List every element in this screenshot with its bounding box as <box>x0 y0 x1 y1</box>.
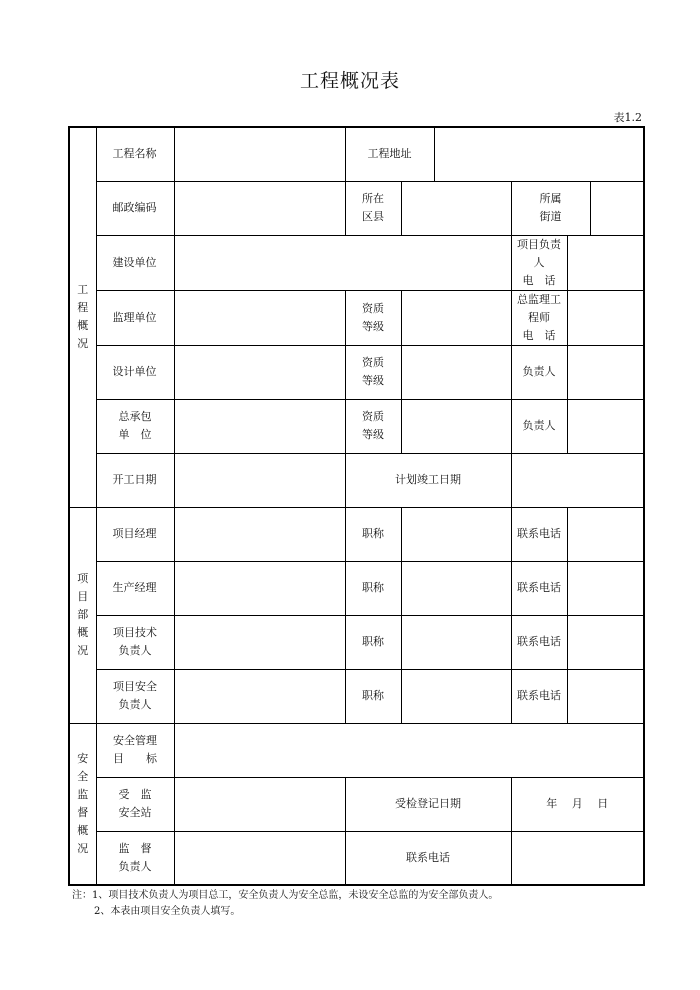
field-district[interactable] <box>401 181 511 235</box>
field-responsible-design[interactable] <box>567 345 644 399</box>
field-phone-tech[interactable] <box>567 615 644 669</box>
label-construction-unit: 建设单位 <box>96 235 174 290</box>
field-phone-pm[interactable] <box>567 507 644 561</box>
row-construction-unit <box>69 235 644 290</box>
label-phone-tech: 联系电话 <box>511 615 567 669</box>
row-postcode <box>69 181 644 235</box>
field-supervision-unit[interactable] <box>174 290 345 345</box>
row-supervision-unit <box>69 290 644 345</box>
label-tech-lead: 项目技术 负责人 <box>96 615 174 669</box>
field-title-safety[interactable] <box>401 669 511 723</box>
page-title: 工程概况表 <box>299 70 400 92</box>
section-project-overview: 工 程 概 况 <box>69 127 96 507</box>
label-project-owner-phone: 项目负责人 电 话 <box>511 235 567 290</box>
label-supervising-station: 受 监 安全站 <box>96 777 174 831</box>
field-inspection-reg-date[interactable]: 年 月 日 <box>511 777 644 831</box>
label-street: 所属 街道 <box>511 181 590 235</box>
field-project-address[interactable] <box>434 127 644 181</box>
row-tech-lead <box>69 615 644 669</box>
row-project-manager <box>69 507 644 561</box>
label-supervisor-phone: 联系电话 <box>345 831 511 885</box>
label-project-manager: 项目经理 <box>96 507 174 561</box>
row-project-name <box>69 127 644 181</box>
field-general-contractor[interactable] <box>174 399 345 453</box>
field-supervisor[interactable] <box>174 831 345 885</box>
row-start-date <box>69 453 644 507</box>
field-planned-completion[interactable] <box>511 453 644 507</box>
field-qualification-design[interactable] <box>401 345 511 399</box>
field-title-prod[interactable] <box>401 561 511 615</box>
label-qualification-design: 资质 等级 <box>345 345 401 399</box>
row-design-unit <box>69 345 644 399</box>
label-project-name: 工程名称 <box>96 127 174 181</box>
label-design-unit: 设计单位 <box>96 345 174 399</box>
label-general-contractor: 总承包 单 位 <box>96 399 174 453</box>
label-district: 所在 区县 <box>345 181 401 235</box>
field-start-date[interactable] <box>174 453 345 507</box>
field-responsible-contractor[interactable] <box>567 399 644 453</box>
label-phone-pm: 联系电话 <box>511 507 567 561</box>
label-title-safety: 职称 <box>345 669 401 723</box>
label-safety-goal: 安全管理 目 标 <box>96 723 174 777</box>
label-supervision-unit: 监理单位 <box>96 290 174 345</box>
label-responsible-design: 负责人 <box>511 345 567 399</box>
label-postcode: 邮政编码 <box>96 181 174 235</box>
field-postcode[interactable] <box>174 181 345 235</box>
row-supervisor <box>69 831 644 885</box>
field-safety-goal[interactable] <box>174 723 644 777</box>
label-supervisor: 监 督 负责人 <box>96 831 174 885</box>
field-tech-lead[interactable] <box>174 615 345 669</box>
row-general-contractor <box>69 399 644 453</box>
label-project-address: 工程地址 <box>345 127 434 181</box>
field-safety-lead[interactable] <box>174 669 345 723</box>
label-safety-lead: 项目安全 负责人 <box>96 669 174 723</box>
field-phone-safety[interactable] <box>567 669 644 723</box>
field-qualification-contractor[interactable] <box>401 399 511 453</box>
project-overview-table <box>68 126 645 886</box>
row-production-manager <box>69 561 644 615</box>
label-phone-prod: 联系电话 <box>511 561 567 615</box>
field-supervising-station[interactable] <box>174 777 345 831</box>
field-title-pm[interactable] <box>401 507 511 561</box>
row-safety-goal <box>69 723 644 777</box>
label-title-pm: 职称 <box>345 507 401 561</box>
note-line-1: 注：1、项目技术负责人为项目总工，安全负责人为安全总监，未设安全总监的为安全部负责人。 <box>72 890 499 901</box>
label-chief-supervisor-phone: 总监理工程师 电 话 <box>511 290 567 345</box>
label-title-prod: 职称 <box>345 561 401 615</box>
section-project-dept: 项 目 部 概 况 <box>69 507 96 723</box>
field-supervisor-phone[interactable] <box>511 831 644 885</box>
field-chief-supervisor-phone[interactable] <box>567 290 644 345</box>
field-project-name[interactable] <box>174 127 345 181</box>
label-qualification-contractor: 资质 等级 <box>345 399 401 453</box>
label-start-date: 开工日期 <box>96 453 174 507</box>
field-qualification-supervision[interactable] <box>401 290 511 345</box>
table-number: 表1.2 <box>613 111 642 124</box>
note-line-2: 2、本表由项目安全负责人填写。 <box>94 906 241 917</box>
field-project-manager[interactable] <box>174 507 345 561</box>
field-phone-prod[interactable] <box>567 561 644 615</box>
notes <box>72 888 498 920</box>
field-street[interactable] <box>590 181 644 235</box>
field-project-owner-phone[interactable] <box>567 235 644 290</box>
label-qualification-supervision: 资质 等级 <box>345 290 401 345</box>
field-title-tech[interactable] <box>401 615 511 669</box>
section-safety-supervision: 安 全 监 督 概 况 <box>69 723 96 885</box>
field-production-manager[interactable] <box>174 561 345 615</box>
field-construction-unit[interactable] <box>174 235 511 290</box>
label-inspection-reg-date: 受检登记日期 <box>345 777 511 831</box>
row-supervising-station <box>69 777 644 831</box>
label-responsible-contractor: 负责人 <box>511 399 567 453</box>
label-title-tech: 职称 <box>345 615 401 669</box>
row-safety-lead <box>69 669 644 723</box>
label-production-manager: 生产经理 <box>96 561 174 615</box>
label-planned-completion: 计划竣工日期 <box>345 453 511 507</box>
field-design-unit[interactable] <box>174 345 345 399</box>
label-phone-safety: 联系电话 <box>511 669 567 723</box>
